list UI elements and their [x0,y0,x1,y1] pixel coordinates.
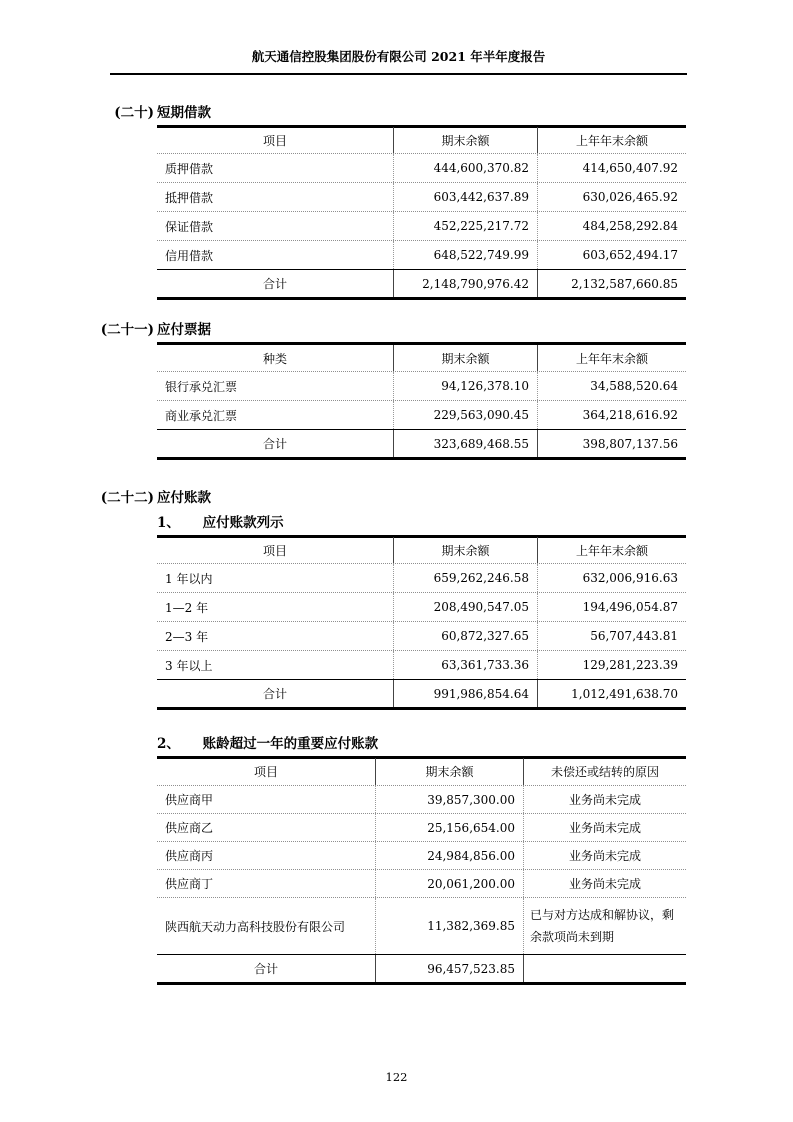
table-row [157,563,686,592]
section-title: 应付账款 [157,490,211,506]
cell-prior: 194,496,054.87 [537,593,686,621]
table-total-row [157,269,686,297]
table-row [157,400,686,429]
cell-total-current: 991,986,854.64 [393,680,537,707]
accounts-payable-aging-table [157,537,686,710]
cell-current: 63,361,733.36 [393,651,537,679]
cell-current: 20,061,200.00 [375,870,523,897]
cell-prior: 484,258,292.84 [537,212,686,240]
table-total-row [157,429,686,457]
cell-total-current: 323,689,468.55 [393,430,537,457]
table-row [157,211,686,240]
cell-current: 603,442,637.89 [393,183,537,211]
table-row [157,785,686,813]
cell-item: 1—2 年 [165,600,209,615]
cell-item: 2—3 年 [165,629,209,644]
cell-item: 抵押借款 [165,190,214,205]
table-row [157,240,686,269]
subsection-title: 应付账款列示 [202,515,284,531]
table-row [157,897,686,954]
cell-item: 陕西航天动力高科技股份有限公司 [165,919,346,934]
cell-current: 659,262,246.58 [393,564,537,592]
table-row [157,650,686,679]
cell-current: 229,563,090.45 [393,401,537,429]
cell-reason: 业务尚未完成 [523,842,686,869]
subsection-number: 2、 [157,736,180,752]
section-number: (二十) [114,105,154,121]
cell-total-label: 合计 [262,687,287,701]
subsection-title: 账龄超过一年的重要应付账款 [202,736,379,752]
cell-item: 供应商丙 [165,849,214,863]
cell-prior: 632,006,916.63 [537,564,686,592]
cell-item: 供应商乙 [165,821,214,835]
cell-current: 11,382,369.85 [375,898,523,954]
cell-total-label: 合计 [262,277,287,291]
header-prior: 上年年末余额 [537,127,686,153]
table-row [157,592,686,621]
cell-item: 保证借款 [165,219,214,234]
header-item: 项目 [262,543,287,558]
section-number: (二十二) [100,490,154,506]
cell-current: 24,984,856.00 [375,842,523,869]
header-current: 期末余额 [393,345,537,371]
table-row [157,869,686,897]
cell-prior: 129,281,223.39 [537,651,686,679]
section-heading-accounts-payable [100,489,686,510]
cell-reason: 业务尚未完成 [523,786,686,813]
section-title: 短期借款 [157,105,211,121]
cell-item: 3 年以上 [165,658,213,673]
cell-item: 供应商甲 [165,793,214,807]
cell-prior: 630,026,465.92 [537,183,686,211]
cell-item: 银行承兑汇票 [165,379,238,394]
subsection-number: 1、 [157,515,180,531]
cell-current: 444,600,370.82 [393,154,537,182]
cell-current: 39,857,300.00 [375,786,523,813]
cell-current: 25,156,654.00 [375,814,523,841]
table-row [157,621,686,650]
cell-total-current: 96,457,523.85 [375,955,523,982]
header-current: 期末余额 [393,127,537,153]
cell-prior: 414,650,407.92 [537,154,686,182]
cell-prior: 603,652,494.17 [537,241,686,269]
table-header-row [157,345,686,371]
header-prior: 上年年末余额 [537,537,686,563]
cell-reason: 已与对方达成和解协议，剩余款项尚未到期 [523,898,686,954]
cell-item: 信用借款 [165,248,214,263]
cell-total-label: 合计 [253,962,278,976]
section-number: (二十一) [100,322,154,338]
subsection-heading-important-ap [157,735,686,759]
header-current: 期末余额 [375,758,523,785]
notes-payable-table [157,345,686,460]
cell-reason: 业务尚未完成 [523,814,686,841]
cell-item: 质押借款 [165,161,214,176]
cell-prior: 56,707,443.81 [537,622,686,650]
cell-total-current: 2,148,790,976.42 [393,270,537,297]
cell-total-label: 合计 [262,437,287,451]
short-term-loans-table [157,127,686,300]
table-row [157,371,686,400]
cell-current: 208,490,547.05 [393,593,537,621]
important-accounts-payable-table [157,758,686,985]
section-heading-notes-payable [100,321,686,345]
cell-prior: 34,588,520.64 [537,372,686,400]
cell-prior: 364,218,616.92 [537,401,686,429]
cell-current: 94,126,378.10 [393,372,537,400]
section-title: 应付票据 [157,322,211,338]
section-heading-short-term-loans [114,104,686,128]
table-header-row [157,127,686,153]
cell-total-reason [523,955,686,982]
header-current: 期末余额 [393,537,537,563]
subsection-heading-ap-listing [157,514,686,538]
cell-current: 452,225,217.72 [393,212,537,240]
header-prior: 上年年末余额 [537,345,686,371]
header-reason: 未偿还或结转的原因 [523,758,686,785]
document-title: 航天通信控股集团股份有限公司 2021 年半年度报告 [251,49,546,64]
cell-current: 60,872,327.65 [393,622,537,650]
cell-current: 648,522,749.99 [393,241,537,269]
cell-item: 供应商丁 [165,877,214,891]
table-header-row [157,758,686,785]
header-item: 项目 [262,133,287,148]
table-header-row [157,537,686,563]
cell-reason: 业务尚未完成 [523,870,686,897]
cell-total-prior: 398,807,137.56 [537,430,686,457]
table-total-row [157,679,686,707]
table-row [157,813,686,841]
cell-item: 1 年以内 [165,571,213,586]
header-item: 项目 [253,765,278,779]
page-number: 122 [385,1070,408,1084]
table-total-row [157,954,686,982]
cell-total-prior: 1,012,491,638.70 [537,680,686,707]
cell-total-prior: 2,132,587,660.85 [537,270,686,297]
table-row [157,153,686,182]
document-header [110,48,687,75]
table-row [157,182,686,211]
cell-item: 商业承兑汇票 [165,408,238,423]
header-item: 种类 [262,351,287,366]
table-row [157,841,686,869]
